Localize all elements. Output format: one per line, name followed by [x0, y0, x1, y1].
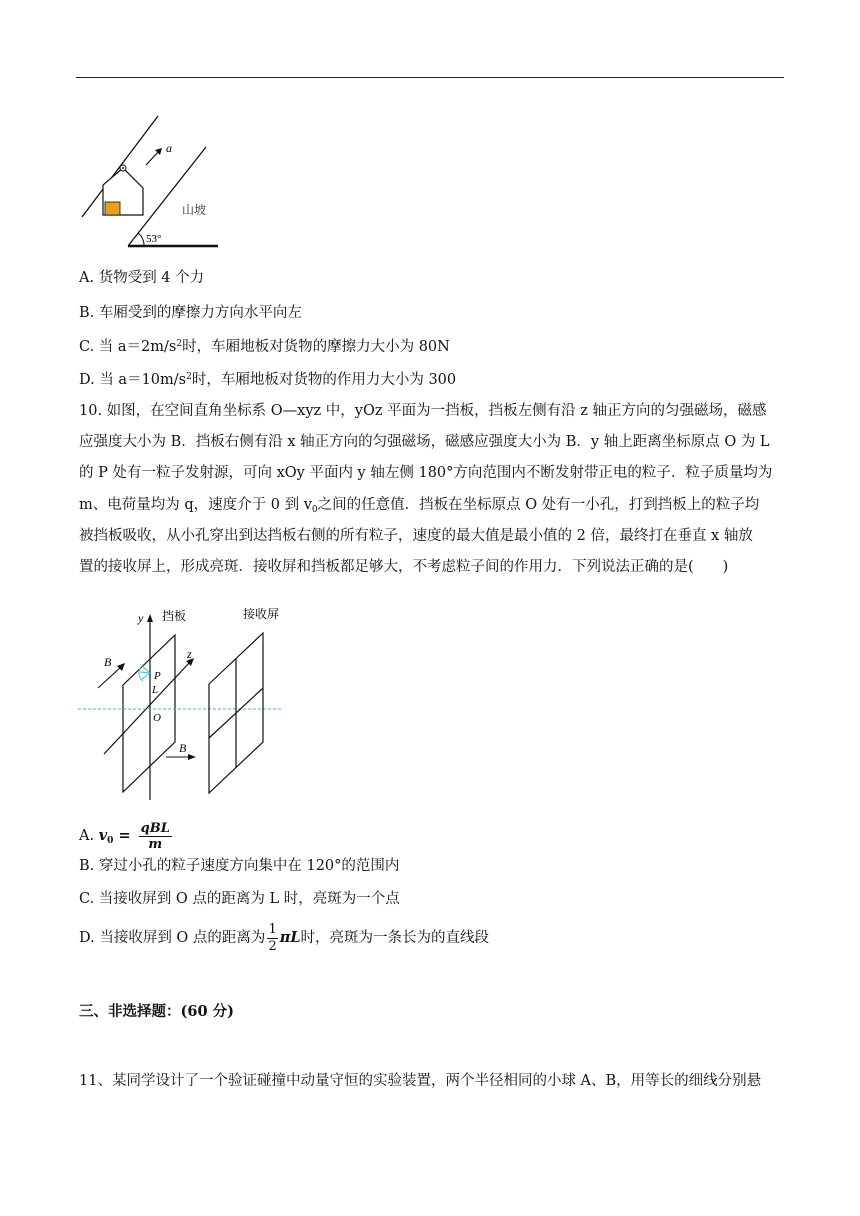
label-p: P [154, 670, 161, 682]
cargo-box [105, 202, 120, 215]
label-baffle: 挡板 [162, 609, 187, 623]
emitter-fan [139, 665, 150, 681]
q11-stem: 11、某同学设计了一个验证碰撞中动量守恒的实验装置，两个半径相同的小球 A、B，用等长的细线分别悬 [79, 1073, 762, 1089]
q10-option-b: B. 穿过小孔的粒子速度方向集中在 120°的范围内 [79, 858, 400, 874]
header-rule [76, 77, 784, 78]
b-field-arrow-left [98, 666, 122, 688]
half-fraction: $\frac{1}{2}$ [268, 921, 277, 954]
q9-option-b: B. 车厢受到的摩擦力方向水平向左 [79, 305, 302, 321]
baffle-screen-figure [76, 600, 296, 800]
q9-option-d: D. 当 $a=10m/s^2$时，车厢地板对货物的作用力大小为 300 [79, 372, 457, 388]
q10-stem: 10. 如图，在空间直角坐标系 O—xyz 中，yOz 平面为一挡板，挡板左侧有沿 z 轴正方向的匀强磁场，磁感 应强度大小为 B．挡板右侧有沿 x 轴正方向的匀强磁场，磁感应强度大小为 B．y 轴上距离坐标原点 O 为 L 的 P 处有一粒子发射源，可向 xOy 平面内 y 轴左侧 180°方向范围内不断发射带正电的粒子．粒子质量均为 m、电荷量均为 q，速度介于 0 到 $v_0$之间的任意值．挡板在坐标原点 O 处有一小孔，打到挡板上的粒子均 被挡板吸收，从小孔穿出到达挡板右侧的所有粒子，速度的最大值是最小值的 2 倍，最终打在垂直 x 轴放 置的接收屏上，形成亮斑．接收屏和挡板都足够大，不考虑粒子间的作用力．下列说法正确的是( ) [79, 403, 773, 576]
label-slope: 山坡 [182, 203, 207, 217]
label-o: O [153, 712, 161, 724]
section-3-heading: 三、非选择题：(60 分) [79, 1003, 234, 1020]
baffle-plane [123, 635, 175, 792]
label-angle: 53° [146, 233, 162, 245]
q9-option-c: C. 当 $a=2m/s^2$时，车厢地板对货物的摩擦力大小为 80N [79, 339, 450, 355]
label-z: z [187, 647, 192, 661]
label-b-right: B [179, 741, 187, 755]
label-a: a [166, 141, 172, 155]
slope-truck-figure [78, 112, 228, 252]
q10-option-c: C. 当接收屏到 O 点的距离为 L 时，亮斑为一个点 [79, 891, 400, 907]
q9-option-a: A. 货物受到 4 个力 [79, 270, 205, 286]
q10-option-a: A. $v_0$ = $\frac{\text{qBL}}{m}$ [79, 820, 170, 852]
q10-option-d: D. 当接收屏到 O 点的距离为 $\frac{1}{2}$ πL时，亮斑为一条长为的直线段 [79, 921, 490, 954]
label-b-left: B [104, 655, 112, 669]
label-l: L [152, 684, 159, 696]
formula-fraction: $\frac{\text{qBL}}{m}$ [140, 820, 170, 852]
label-screen: 接收屏 [243, 607, 280, 621]
angle-arc [138, 233, 144, 246]
label-y: y [138, 611, 144, 625]
